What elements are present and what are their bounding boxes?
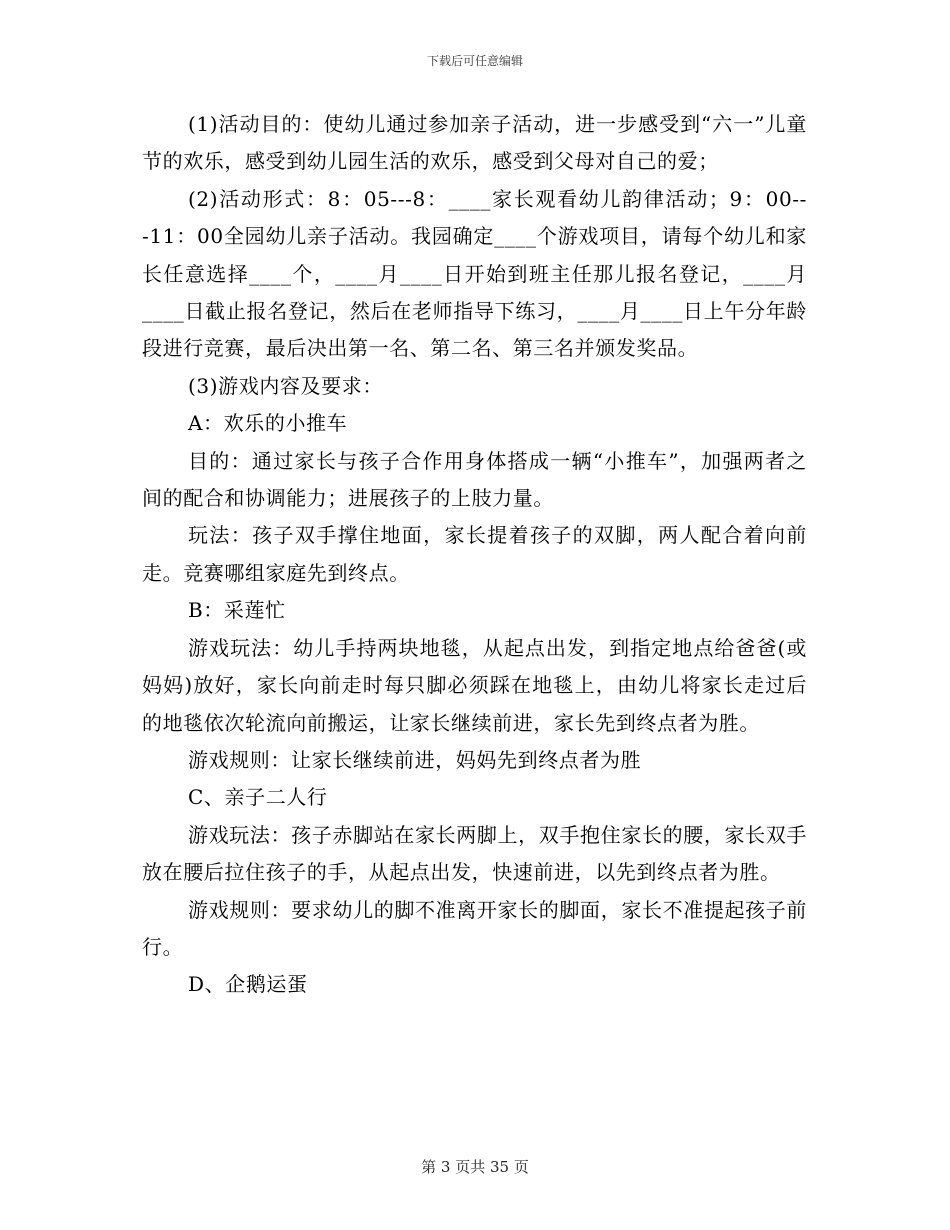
paragraph-game-content-heading: (3)游戏内容及要求： bbox=[188, 373, 383, 398]
paragraph-game-a-goal: 目的：通过家长与孩子合作用身体搭成一辆“小推车”，加强两者之间的配合和协调能力；进展孩子的上肢力量。 bbox=[142, 448, 807, 511]
page-footer: 第 3 页共 35 页 bbox=[421, 1158, 529, 1176]
paragraph-game-a-title: A：欢乐的小推车 bbox=[188, 411, 348, 436]
paragraph-game-b-title: B：采莲忙 bbox=[188, 598, 286, 623]
paragraph-activity-goal: (1)活动目的：使幼儿通过参加亲子活动，进一步感受到“六一”儿童节的欢乐，感受到幼儿园生活的欢乐，感受到父母对自己的爱； bbox=[142, 112, 807, 174]
paragraph-game-c-title: C、亲子二人行 bbox=[188, 785, 328, 810]
paragraph-game-c-play: 游戏玩法：孩子赤脚站在家长两脚上，双手抱住家长的腰，家长双手放在腰后拉住孩子的手，从起点出发，快速前进，以先到终点者为胜。 bbox=[142, 822, 807, 885]
paragraph-game-b-play: 游戏玩法：幼儿手持两块地毯，从起点出发，到指定地点给爸爸(或妈妈)放好，家长向前走时每只脚必须踩在地毯上，由幼儿将家长走过后的地毯依次轮流向前搬运，让家长继续前进，家长先到终点者为胜。 bbox=[142, 635, 807, 735]
paragraph-game-d-title: D、企鹅运蛋 bbox=[188, 972, 308, 997]
paragraph-game-c-rules: 游戏规则：要求幼儿的脚不准离开家长的脚面，家长不准提起孩子前行。 bbox=[142, 897, 807, 959]
page-header: 下载后可任意编辑 bbox=[426, 54, 523, 68]
paragraph-activity-format: (2)活动形式：8：05---8：____家长观看幼儿韵律活动；9：00---11：00全园幼儿亲子活动。我园确定____个游戏项目，请每个幼儿和家长任意选择____个，____月____日开始到班主任那儿报名登记，____月____日截止报名登记，然后在老师指导下练习，____月____日上午分年龄段进行竞赛，最后决出第一名、第二名、第三名并颁发奖品。 bbox=[142, 186, 807, 361]
body-text bbox=[142, 106, 807, 1004]
paragraph-game-b-rules: 游戏规则：让家长继续前进，妈妈先到终点者为胜 bbox=[188, 747, 642, 772]
paragraph-game-a-play: 玩法：孩子双手撑住地面，家长提着孩子的双脚，两人配合着向前走。竞赛哪组家庭先到终点。 bbox=[142, 523, 807, 585]
